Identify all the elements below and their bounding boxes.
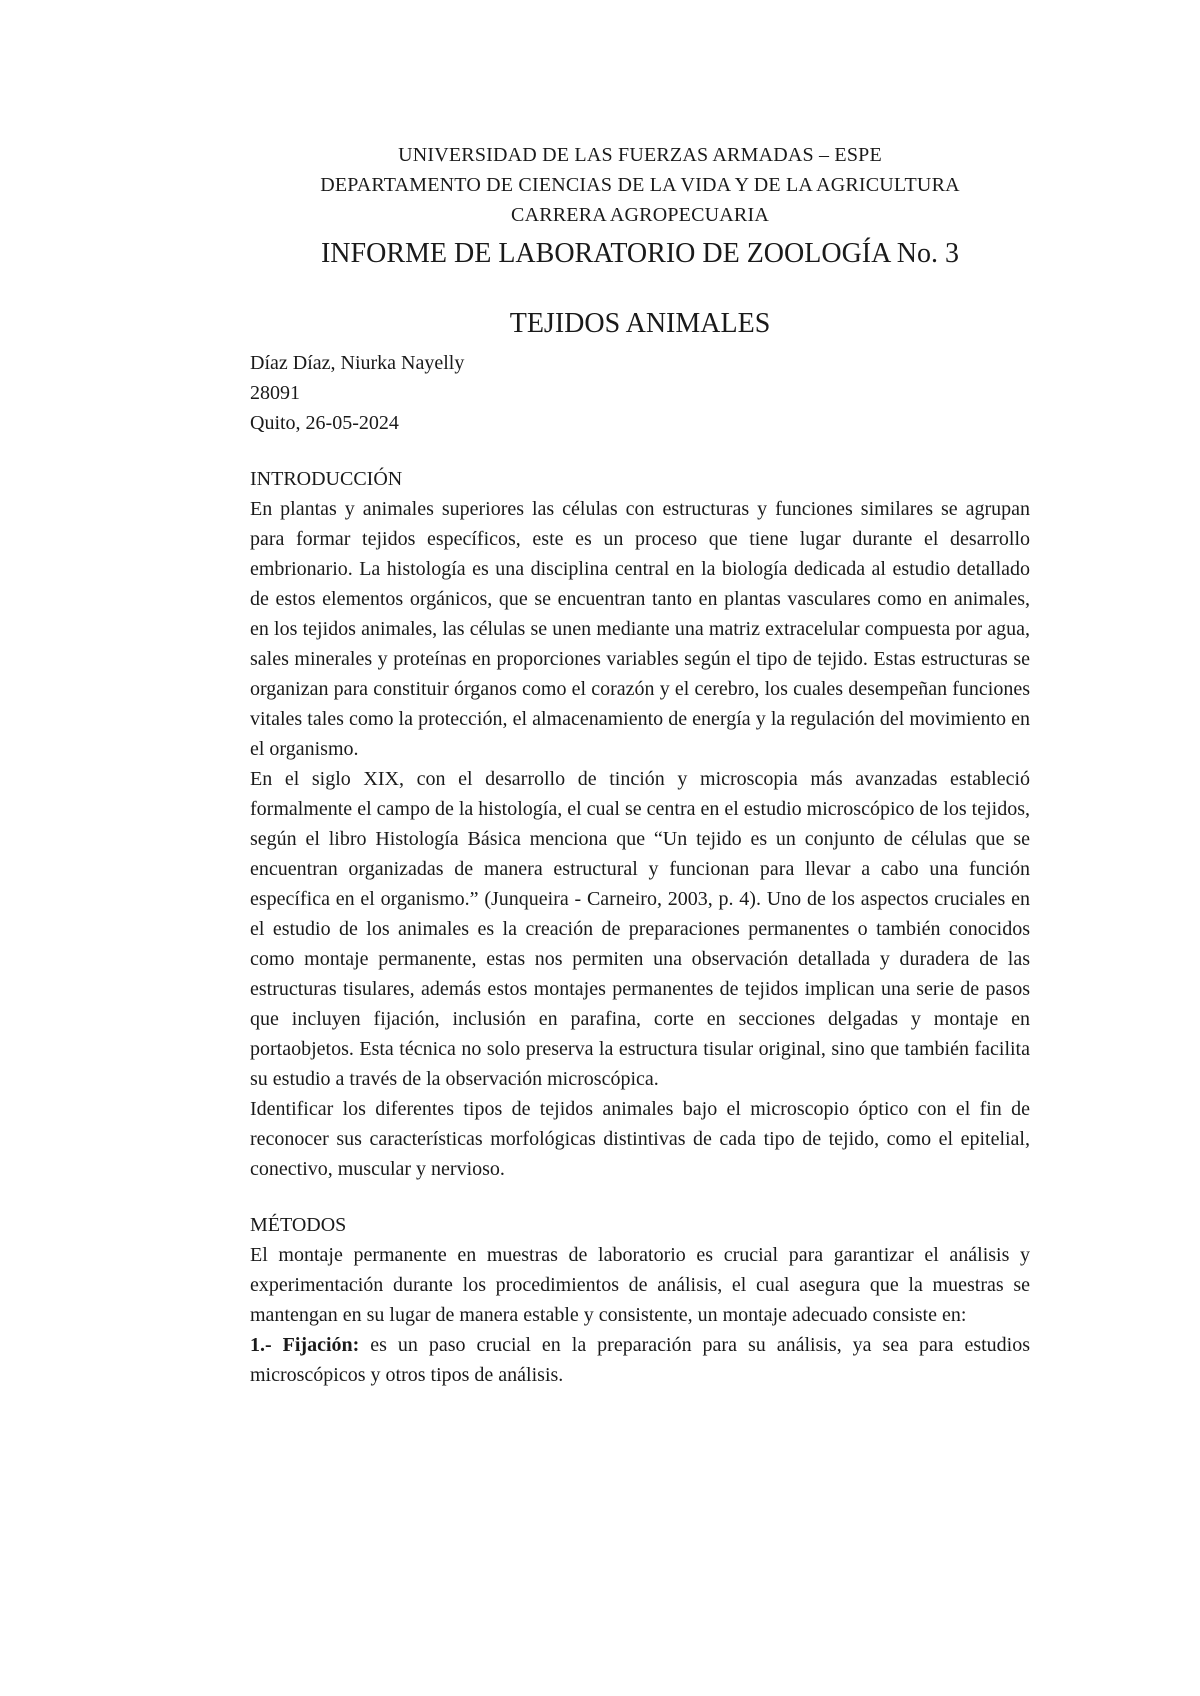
introduction-paragraph: En el siglo XIX, con el desarrollo de tinción y microscopia más avanzadas estableció formalmente el campo de la histología, el cual se centra en el estudio microscópico de los tejidos, según el libro Histología Básica menciona que “Un tejido es un conjunto de células que se encuentran organizadas de manera estructural y funcionan para llevar a cabo una función específica en el organismo.” (Junqueira - Carneiro, 2003, p. 4). Uno de los aspectos cruciales en el estudio de los animales es la creación de preparaciones permanentes o también conocidos como montaje permanente, estas nos permiten una observación detallada y duradera de las estructuras tisulares, además estos montajes permanentes de tejidos implican una serie de pasos que incluyen fijación, inclusión en parafina, corte en secciones delgadas y montaje en portaobjetos. Esta técnica no solo preserva la estructura tisular original, sino que también facilita su estudio a través de la observación microscópica. [250,768,1030,1090]
methods-heading: MÉTODOS [250,1214,347,1236]
introduction-paragraph: En plantas y animales superiores las células con estructuras y funciones similares se agrupan para formar tejidos específicos, este es un proceso que tiene lugar durante el desarrollo embrionario. La histología es una disciplina central en la biología dedicada al estudio detallado de estos elementos orgánicos, que se encuentran tanto en plantas vasculares como en animales, en los tejidos animales, las células se unen mediante una matriz extracelular compuesta por agua, sales minerales y proteínas en proporciones variables según el tipo de tejido. Estas estructuras se organizan para constituir órganos como el corazón y el cerebro, los cuales desempeñan funciones vitales tales como la protección, el almacenamiento de energía y la regulación del movimiento en el organismo. [250,498,1030,760]
topic-title: TEJIDOS ANIMALES [509,308,771,339]
place-date: Quito, 26-05-2024 [250,412,399,434]
introduction-heading: INTRODUCCIÓN [250,468,403,490]
author-name: Díaz Díaz, Niurka Nayelly [250,352,465,374]
method-step-1 [250,1330,1030,1390]
methods-paragraph: El montaje permanente en muestras de laboratorio es crucial para garantizar el análisis y experimentación durante los procedimientos de análisis, el cual asegura que la muestras se mantengan en su lugar de manera estable y consistente, un montaje adecuado consiste en: [250,1244,1030,1326]
method-step-1-text: es un paso crucial en la preparación para su análisis, ya sea para estudios microscópicos y otros tipos de análisis. [250,1334,1030,1386]
career-name: CARRERA AGROPECUARIA [511,204,769,226]
objective-paragraph: Identificar los diferentes tipos de tejidos animales bajo el microscopio óptico con el fin de reconocer sus características morfológicas distintivas de cada tipo de tejido, como el epitelial, conectivo, muscular y nervioso. [250,1098,1030,1180]
university-name: UNIVERSIDAD DE LAS FUERZAS ARMADAS – ESPE [398,144,882,166]
report-title: INFORME DE LABORATORIO DE ZOOLOGÍA No. 3 [320,238,960,269]
author-id: 28091 [250,382,300,404]
document-content [250,140,1030,1390]
method-step-1-label: 1.- Fijación: [250,1334,360,1356]
department-name: DEPARTAMENTO DE CIENCIAS DE LA VIDA Y DE LA AGRICULTURA [320,174,960,196]
